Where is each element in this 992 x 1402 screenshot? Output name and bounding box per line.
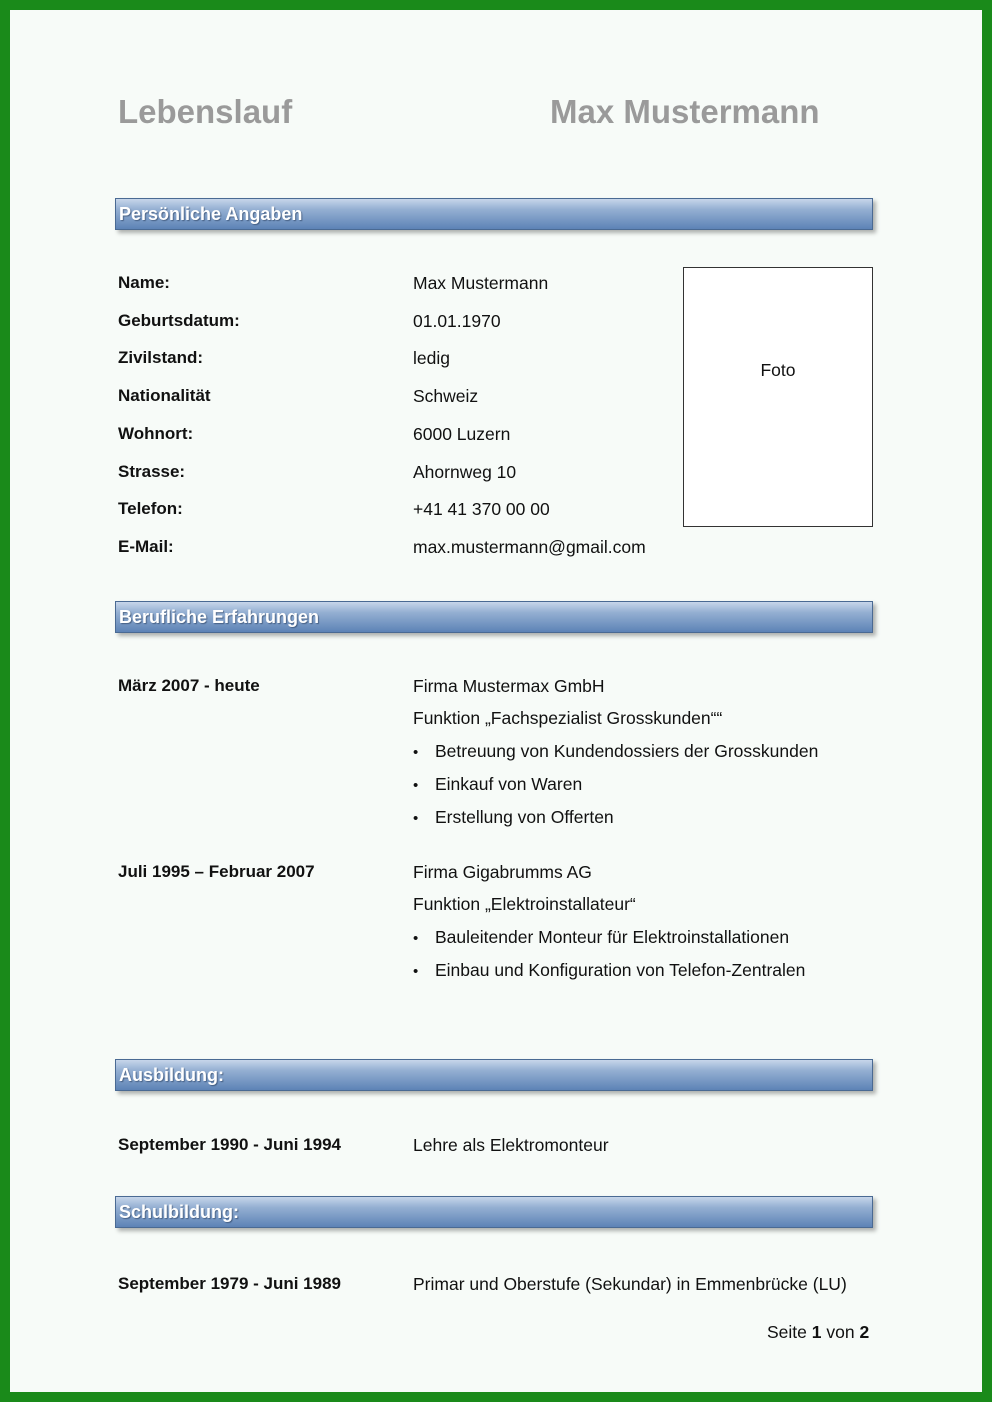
experience-task — [413, 774, 582, 796]
education-period: September 1990 - Juni 1994 — [118, 1135, 342, 1154]
education-description: Lehre als Elektromonteur — [413, 1135, 609, 1155]
section-header-experience — [115, 601, 873, 633]
task-text: Betreuung von Kundendossiers der Grosskunden — [435, 741, 819, 761]
experience-period: März 2007 - heute — [118, 676, 260, 695]
task-text: Einkauf von Waren — [435, 774, 583, 794]
experience-task — [413, 807, 614, 829]
field-label-residence: Wohnort: — [118, 424, 194, 443]
field-label-birthdate: Geburtsdatum: — [118, 311, 240, 330]
bullet-icon: • — [413, 930, 419, 947]
task-text: Einbau und Konfiguration von Telefon-Zentralen — [435, 960, 806, 980]
bullet-icon: • — [413, 744, 419, 761]
field-label-email: E-Mail: — [118, 537, 174, 556]
field-label-name: Name: — [118, 273, 170, 292]
experience-function: Funktion „Fachspezialist Grosskunden““ — [413, 708, 723, 728]
document-title: Lebenslauf — [118, 93, 293, 130]
section-title-experience: Berufliche Erfahrungen — [119, 607, 320, 627]
bullet-icon: • — [413, 810, 419, 827]
section-title-personal: Persönliche Angaben — [119, 204, 303, 224]
field-value-nationality: Schweiz — [413, 386, 479, 406]
page-number — [767, 1322, 869, 1342]
experience-task — [413, 927, 789, 949]
applicant-name-heading: Max Mustermann — [550, 93, 820, 130]
section-header-school — [115, 1196, 873, 1228]
field-value-civil-status: ledig — [413, 348, 450, 368]
experience-task — [413, 960, 805, 982]
school-period: September 1979 - Juni 1989 — [118, 1274, 342, 1293]
section-header-education — [115, 1059, 873, 1091]
experience-company: Firma Mustermax GmbH — [413, 676, 605, 696]
page-number-prefix: Seite — [767, 1322, 807, 1342]
photo-label: Foto — [760, 360, 796, 380]
field-value-residence: 6000 Luzern — [413, 424, 511, 444]
field-value-name: Max Mustermann — [413, 273, 549, 293]
field-value-street: Ahornweg 10 — [413, 462, 517, 482]
cv-page — [10, 10, 982, 1392]
task-text: Erstellung von Offerten — [435, 807, 614, 827]
field-label-street: Strasse: — [118, 462, 186, 481]
field-value-email: max.mustermann@gmail.com — [413, 537, 646, 557]
task-text: Bauleitender Monteur für Elektroinstallationen — [435, 927, 790, 947]
bullet-icon: • — [413, 963, 419, 980]
page-number-middle: von — [826, 1322, 855, 1342]
experience-task — [413, 741, 818, 763]
field-value-birthdate: 01.01.1970 — [413, 311, 501, 331]
section-header-personal — [115, 198, 873, 230]
field-value-phone: +41 41 370 00 00 — [413, 499, 550, 519]
section-title-school: Schulbildung: — [119, 1202, 239, 1222]
field-label-phone: Telefon: — [118, 499, 183, 518]
school-description: Primar und Oberstufe (Sekundar) in Emmenbrücke (LU) — [413, 1274, 847, 1294]
page-number-current: 1 — [811, 1322, 822, 1342]
photo-placeholder — [683, 267, 873, 527]
section-title-education: Ausbildung: — [119, 1065, 224, 1085]
experience-period: Juli 1995 – Februar 2007 — [118, 862, 315, 881]
field-label-civil-status: Zivilstand: — [118, 348, 204, 367]
bullet-icon: • — [413, 777, 419, 794]
experience-function: Funktion „Elektroinstallateur“ — [413, 894, 636, 914]
page-number-total: 2 — [859, 1322, 870, 1342]
field-label-nationality: Nationalität — [118, 386, 211, 405]
experience-company: Firma Gigabrumms AG — [413, 862, 592, 882]
